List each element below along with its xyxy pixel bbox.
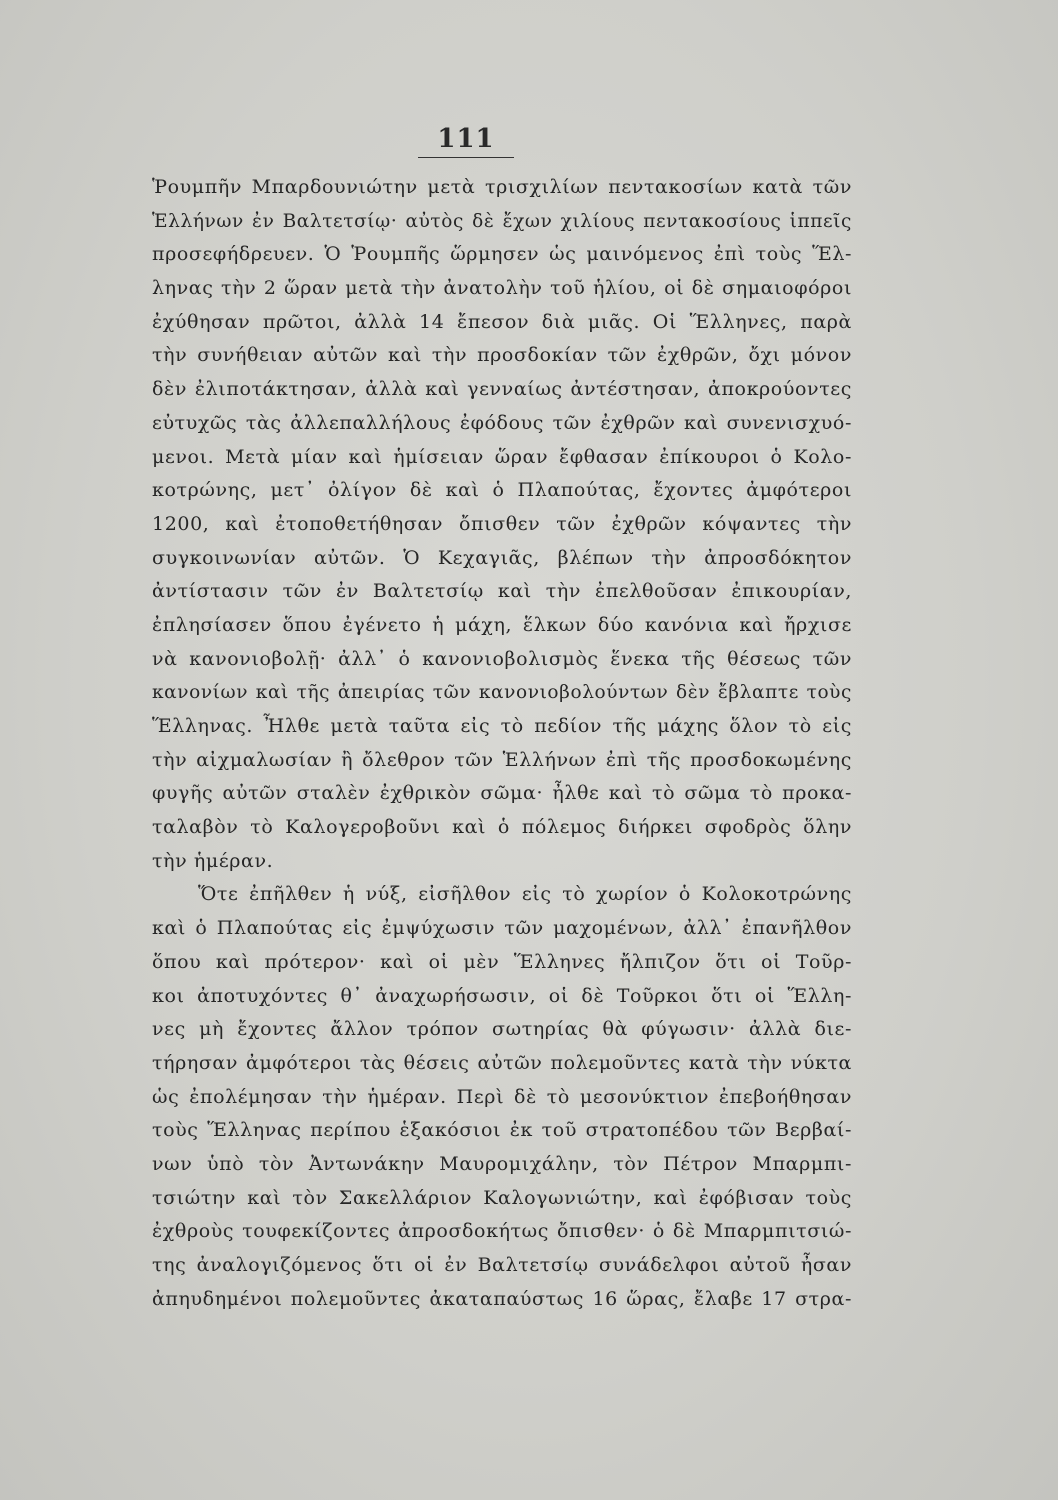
text-line: κοι ἀποτυχόντες θ᾽ ἀναχωρήσωσιν, οἱ δὲ Τοῦρκοι ὅτι οἱ Ἕλλη- [152,984,852,1007]
text-line: μενοι. Μετὰ μίαν καὶ ἡμίσειαν ὥραν ἔφθασαν ἐπίκουροι ὁ Κολο- [152,445,852,468]
text-line: 1200, καὶ ἐτοποθετήθησαν ὄπισθεν τῶν ἐχθρῶν κόψαντες τὴν [152,512,852,535]
text-line: τὴν συνήθειαν αὐτῶν καὶ τὴν προσδοκίαν τῶν ἐχθρῶν, ὄχι μόνον [152,344,852,367]
text-line: νὰ κανονιοβολῇ· ἀλλ᾽ ὁ κανονιοβολισμὸς ἕνεκα τῆς θέσεως τῶν [152,647,852,670]
text-line: νων ὑπὸ τὸν Ἀντωνάκην Μαυρομιχάλην, τὸν Πέτρον Μπαρμπι- [152,1152,852,1175]
text-line: ληνας τὴν 2 ὥραν μετὰ τὴν ἀνατολὴν τοῦ ἡλίου, οἱ δὲ σημαιοφόροι [152,277,852,300]
body-text [152,171,852,1316]
text-line: Ἕλληνας. Ἦλθε μετὰ ταῦτα εἰς τὸ πεδίον τῆς μάχης ὅλον τὸ εἰς [152,715,852,737]
text-line: τὴν ἡμέραν. [152,849,274,872]
text-line: τὴν αἰχμαλωσίαν ἢ ὄλεθρον τῶν Ἑλλήνων ἐπὶ τῆς προσδοκωμένης [152,748,852,771]
text-line: συγκοινωνίαν αὐτῶν. Ὁ Κεχαγιᾶς, βλέπων τὴν ἀπροσδόκητον [152,546,852,569]
text-line: φυγῆς αὐτῶν σταλὲν ἐχθρικὸν σῶμα· ἦλθε καὶ τὸ σῶμα τὸ προκα- [152,782,852,805]
text-line: νες μὴ ἔχοντες ἄλλον τρόπον σωτηρίας θὰ φύγωσιν· ἀλλὰ διε- [152,1018,852,1041]
paragraph-1 [152,171,852,878]
text-line: της ἀναλογιζόμενος ὅτι οἱ ἐν Βαλτετσίῳ συνάδελφοι αὐτοῦ ἦσαν [152,1254,852,1276]
text-line: ὅπου καὶ πρότερον· καὶ οἱ μὲν Ἕλληνες ἤλπιζον ὅτι οἱ Τοῦρ- [152,950,852,973]
text-line: ἐχύθησαν πρῶτοι, ἀλλὰ 14 ἔπεσον διὰ μιᾶς. Οἱ Ἕλληνες, παρὰ [152,310,852,333]
text-line: προσεφήδρευεν. Ὁ Ῥουμπῆς ὥρμησεν ὡς μαινόμενος ἐπὶ τοὺς Ἕλ- [152,243,852,266]
text-line: τσιώτην καὶ τὸν Σακελλάριον Καλογωνιώτην, καὶ ἐφόβισαν τοὺς [152,1186,852,1209]
text-line: ἐπλησίασεν ὅπου ἐγένετο ἡ μάχη, ἕλκων δύο κανόνια καὶ ἤρχισε [152,613,852,636]
text-line: ἀπηυδημένοι πολεμοῦντες ἀκαταπαύστως 16 ὥρας, ἔλαβε 17 στρα- [152,1287,852,1310]
text-line: ὡς ἐπολέμησαν τὴν ἡμέραν. Περὶ δὲ τὸ μεσονύκτιον ἐπεβοήθησαν [152,1085,852,1108]
text-line: κοτρώνης, μετ᾽ ὀλίγον δὲ καὶ ὁ Πλαπούτας, ἔχοντες ἀμφότεροι [152,479,852,502]
paragraph-2 [152,878,852,1316]
text-line: Ἑλλήνων ἐν Βαλτετσίῳ· αὐτὸς δὲ ἔχων χιλίους πεντακοσίους ἱππεῖς [152,210,852,232]
text-line: εὐτυχῶς τὰς ἀλλεπαλλήλους ἐφόδους τῶν ἐχθρῶν καὶ συνενισχυό- [152,411,852,434]
text-line: καὶ ὁ Πλαπούτας εἰς ἐμψύχωσιν τῶν μαχομένων, ἀλλ᾽ ἐπανῆλθον [152,917,852,940]
text-line: Ὅτε ἐπῆλθεν ἡ νύξ, εἰσῆλθον εἰς τὸ χωρίον ὁ Κολοκοτρώνης [198,883,852,906]
page-number-rule [418,157,514,158]
text-line: τήρησαν ἀμφότεροι τὰς θέσεις αὐτῶν πολεμοῦντες κατὰ τὴν νύκτα [152,1051,852,1074]
text-line: δὲν ἐλιποτάκτησαν, ἀλλὰ καὶ γενναίως ἀντέστησαν, ἀποκρούοντες [152,378,852,401]
text-line: τοὺς Ἕλληνας περίπου ἑξακόσιοι ἐκ τοῦ στρατοπέδου τῶν Βερβαί- [152,1119,852,1142]
page-number: 111 [437,124,495,154]
text-line: ἐχθροὺς τουφεκίζοντες ἀπροσδοκήτως ὄπισθεν· ὁ δὲ Μπαρμπιτσιώ- [152,1220,852,1243]
text-line: ταλαβὸν τὸ Καλογεροβοῦνι καὶ ὁ πόλεμος διήρκει σφοδρὸς ὅλην [152,816,852,839]
text-line: κανονίων καὶ τῆς ἀπειρίας τῶν κανονιοβολούντων δὲν ἔβλαπτε τοὺς [152,682,852,704]
text-line: ἀντίστασιν τῶν ἐν Βαλτετσίῳ καὶ τὴν ἐπελθοῦσαν ἐπικουρίαν, [152,580,852,603]
text-line: Ῥουμπῆν Μπαρδουνιώτην μετὰ τρισχιλίων πεντακοσίων κατὰ τῶν [152,176,852,198]
